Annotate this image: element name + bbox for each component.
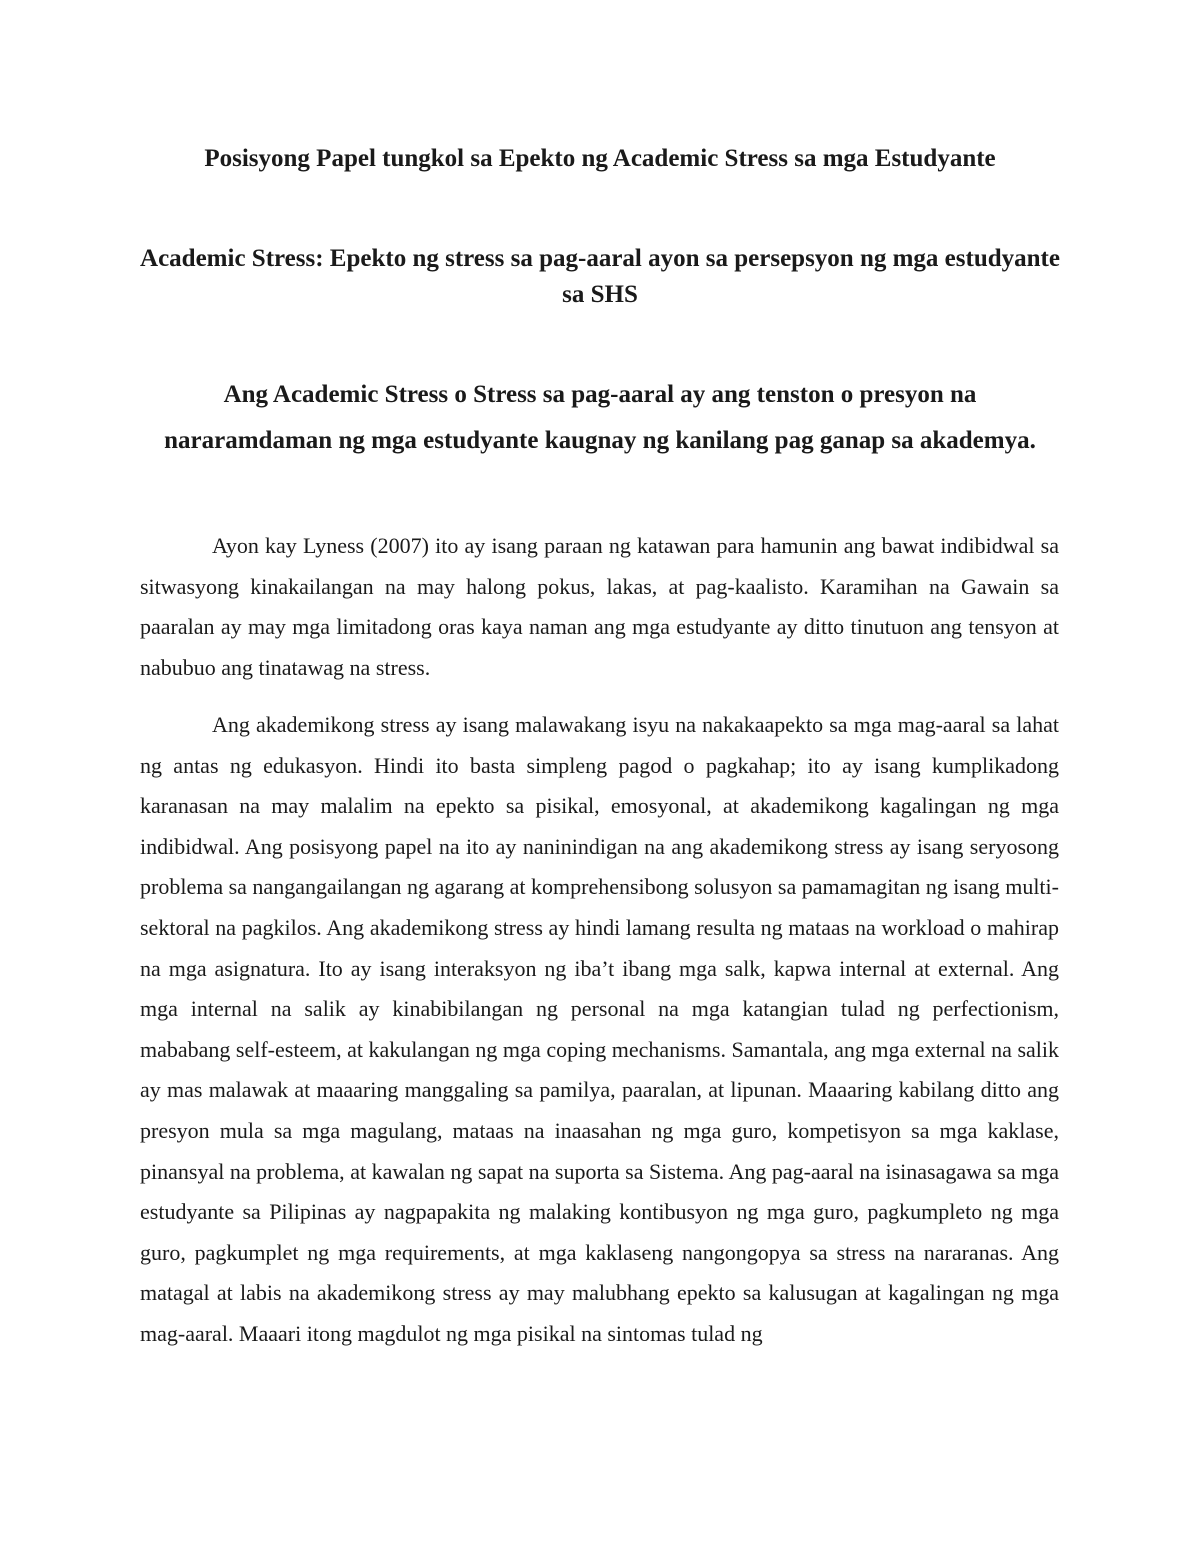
body-paragraph: Ang akademikong stress ay isang malawakang isyu na nakakaapekto sa mga mag-aaral sa lahat ng antas ng edukasyon. Hindi ito basta simpleng pagod o pagkahap; ito ay isang kumplikadong karanasan na may malalim na epekto sa pisikal, emosyonal, at akademikong kagalingan ng mga indibidwal. Ang posisyong papel na ito ay naninindigan na ang akademikong stress ay isang seryosong problema sa nangangailangan ng agarang at komprehensibong solusyon sa pamamagitan ng isang multi-sektoral na pagkilos. Ang akademikong stress ay hindi lamang resulta ng mataas na workload o mahirap na mga asignatura. Ito ay isang interaksyon ng iba’t ibang mga salk, kapwa internal at external. Ang mga internal na salik ay kinabibilangan ng personal na mga katangian tulad ng perfectionism, mababang self-esteem, at kakulangan ng mga coping mechanisms. Samantala, ang mga external na salik ay mas malawak at maaaring manggaling sa pamilya, paaralan, at lipunan. Maaaring kabilang ditto ang presyon mula sa mga magulang, mataas na inaasahan ng mga guro, kompetisyon sa mga kaklase, pinansyal na problema, at kawalan ng sapat na suporta sa Sistema. Ang pag-aaral na isinasagawa sa mga estudyante sa Pilipinas ay nagpapakita ng malaking kontibusyon ng mga guro, pagkumpleto ng mga guro, pagkumplet ng mga requirements, at mga kaklaseng nangongopya sa stress na nararanas. Ang matagal at labis na akademikong stress ay may malubhang epekto sa kalusugan at kagalingan ng mga mag-aaral. Maaari itong magdulot ng mga pisikal na sintomas tulad ng <box>140 712 1059 1346</box>
document-subtitle: Academic Stress: Epekto ng stress sa pag-aaral ayon sa persepsyon ng mga estudyante sa SHS <box>140 245 1060 308</box>
document-title: Posisyong Papel tungkol sa Epekto ng Academic Stress sa mga Estudyante <box>204 145 996 172</box>
thesis-statement: Ang Academic Stress o Stress sa pag-aaral ay ang tenston o presyon na nararamdaman ng mga estudyante kaugnay ng kanilang pag ganap sa akademya. <box>164 381 1036 454</box>
body-paragraph: Ayon kay Lyness (2007) ito ay isang paraan ng katawan para hamunin ang bawat indibidwal sa sitwasyong kinakailangan na may halong pokus, lakas, at pag-kaalisto. Karamihan na Gawain sa paaralan ay may mga limitadong oras kaya naman ang mga estudyante ay ditto tinutuon ang tensyon at nabubuo ang tinatawag na stress. <box>140 533 1059 680</box>
